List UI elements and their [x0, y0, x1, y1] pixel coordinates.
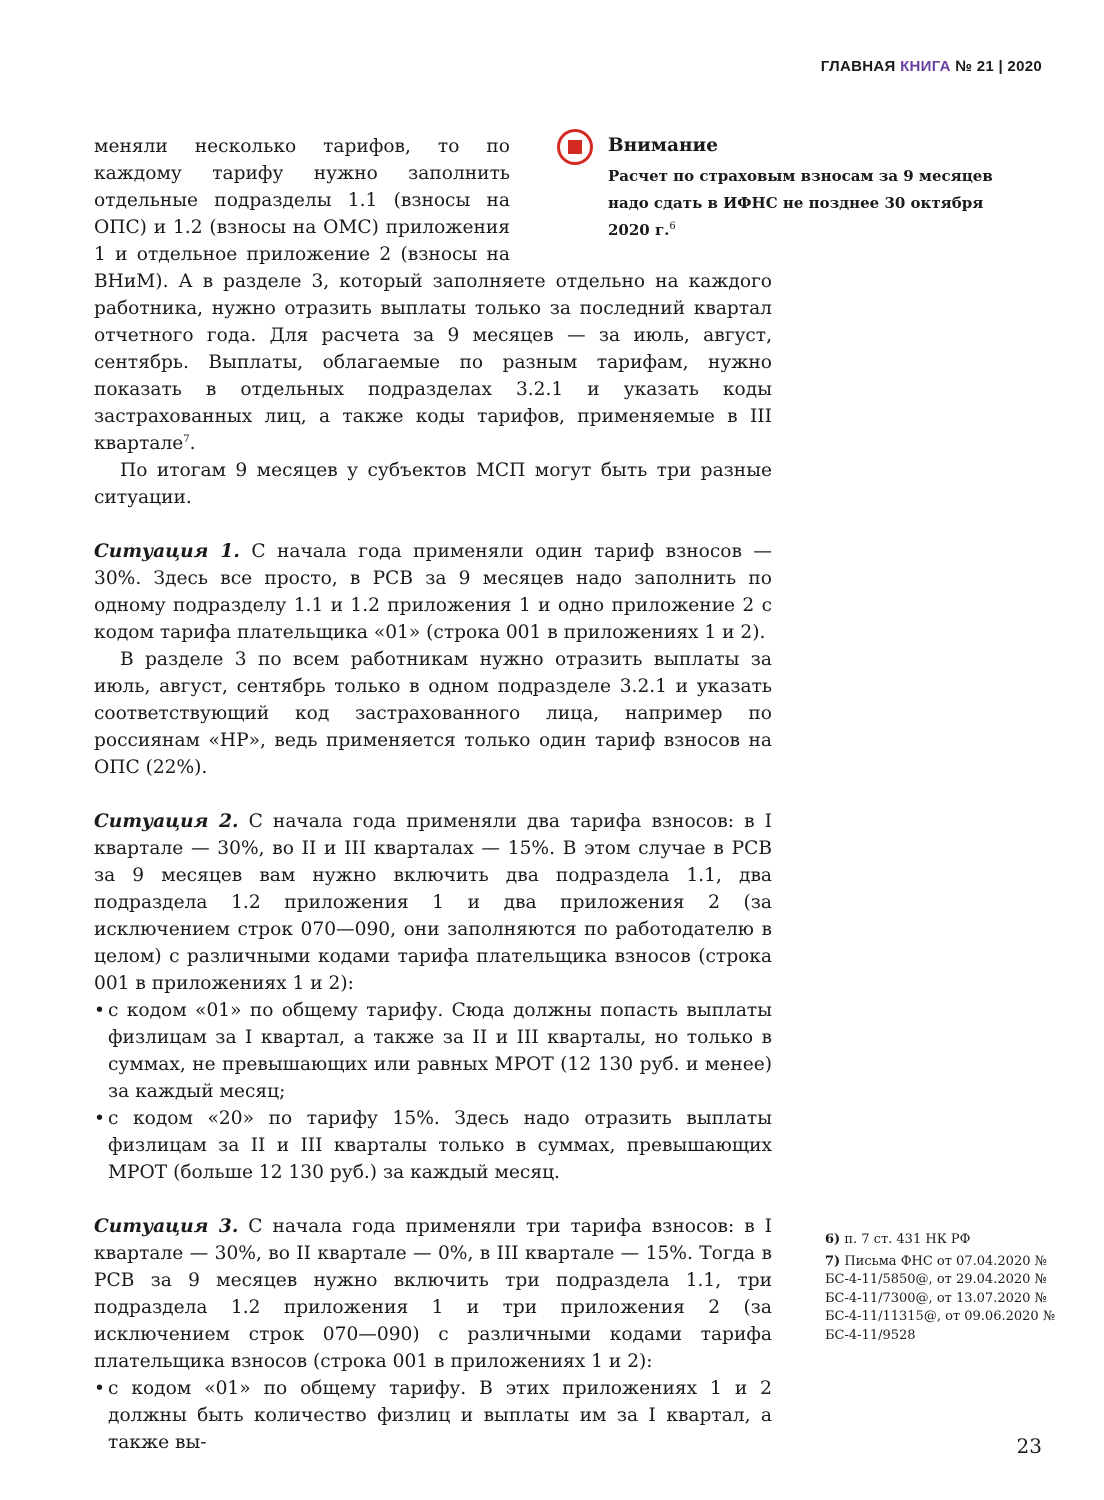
header-magazine-name-accent: КНИГА — [900, 58, 951, 75]
header-magazine-name: ГЛАВНАЯ — [820, 58, 901, 75]
running-header — [821, 58, 1042, 75]
article-body — [94, 133, 772, 1456]
list-item: • с кодом «01» по общему тарифу. В этих приложениях 1 и 2 должны быть количество физлиц и выплаты им за I квартал, а также вы- — [94, 1375, 772, 1456]
footnote-ref-7: 7 — [183, 433, 190, 445]
situation-2: Ситуация 2. С начала года применяли два тарифа взносов: в I квартале — 30%, во II и III кварталах — 15%. В этом случае в РСВ за 9 месяцев вам нужно включить два подраздела 1.1, два подраздела 1.2 приложения 1 и два приложения 2 (за исключением строк 070—090, они заполняются по работодателю в целом) с различными кодами тарифа плательщика взносов (строка 001 в приложениях 1 и 2): — [94, 811, 772, 994]
attention-title: Внимание — [608, 135, 718, 156]
situation-2-title: Ситуация 2. — [94, 811, 239, 832]
attention-footnote-ref: 6 — [669, 221, 676, 232]
situation-3-list — [94, 1375, 772, 1456]
paragraph-three-situations: По итогам 9 месяцев у субъектов МСП могут быть три разные ситуации. — [94, 460, 772, 508]
situation-3: Ситуация 3. С начала года применяли три тарифа взносов: в I квартале — 30%, во II квартале — 0%, в III квартале — 15%. Тогда в РСВ за 9 месяцев нужно включить три подраздела 1.1, три подраздела 1.2 приложения 1 и три приложения 2 (за исключением строк 070—090) с различными кодами тарифа плательщика взносов (строка 001 в приложениях 1 и 2): — [94, 1216, 772, 1372]
situation-1: Ситуация 1. С начала года применяли один тариф взносов — 30%. Здесь все просто, в РСВ за 9 месяцев надо заполнить по одному подразделу 1.1 и 1.2 приложения 1 и одно приложение 2 с кодом тарифа плательщика «01» (строка 001 в приложениях 1 и 2). — [94, 541, 772, 643]
situation-1-title: Ситуация 1. — [94, 541, 240, 562]
list-item: • с кодом «20» по тарифу 15%. Здесь надо отразить выплаты физлицам за II и III кварталы только в суммах, превышающих МРОТ (больше 12 130 руб.) за каждый месяц. — [94, 1105, 772, 1186]
callout-spacer — [510, 133, 772, 267]
footnote-6: 6) п. 7 ст. 431 НК РФ — [825, 1232, 971, 1247]
situation-2-list — [94, 997, 772, 1186]
situation-3-title: Ситуация 3. — [94, 1216, 239, 1237]
page-number: 23 — [1016, 1434, 1042, 1458]
list-item: • с кодом «01» по общему тарифу. Сюда должны попасть выплаты физлицам за I квартал, а также за II и III кварталы, но только в суммах, не превышающих или равных МРОТ (12 130 руб. и менее) за каждый месяц; — [94, 997, 772, 1105]
attention-text: Расчет по страховым взносам за 9 месяцев надо сдать в ИФНС не позднее 30 октября 2020 г.$^6$ — [608, 167, 993, 239]
footnotes — [825, 1231, 1065, 1348]
header-issue: № 21 | 2020 — [950, 58, 1042, 75]
situation-1-section3: В разделе 3 по всем работникам нужно отразить выплаты за июль, август, сентябрь только в одном подразделе 3.2.1 и указать соответствующий код застрахованного лица, например по россиянам «НР», ведь применяется только один тариф взносов на ОПС (22%). — [94, 649, 772, 778]
footnote-7: 7) Письма ФНС от 07.04.2020 № БС-4-11/5850@, от 29.04.2020 № БС-4-11/7300@, от 13.07.2020 № БС-4-11/11315@, от 09.06.2020 № БС-4-11/9528 — [825, 1253, 1056, 1343]
paragraph-intro: меняли несколько тарифов, то по каждому тарифу нужно заполнить отдельные подразделы 1.1 (взносы на ОПС) и 1.2 (взносы на ОМС) приложения 1 и отдельное приложение 2 (взносы на ВНиМ). А в разделе 3, который заполняете отдельно на каждого работника, нужно отразить выплаты только за последний квартал отчетного года. Для расчета за 9 месяцев — за июль, август, сентябрь. Выплаты, облагаемые по разным тарифам, нужно показать в отдельных подразделах 3.2.1 и указать коды застрахованных лиц, а также коды тарифов, применяемые в III квартале$^7$. — [94, 136, 772, 454]
